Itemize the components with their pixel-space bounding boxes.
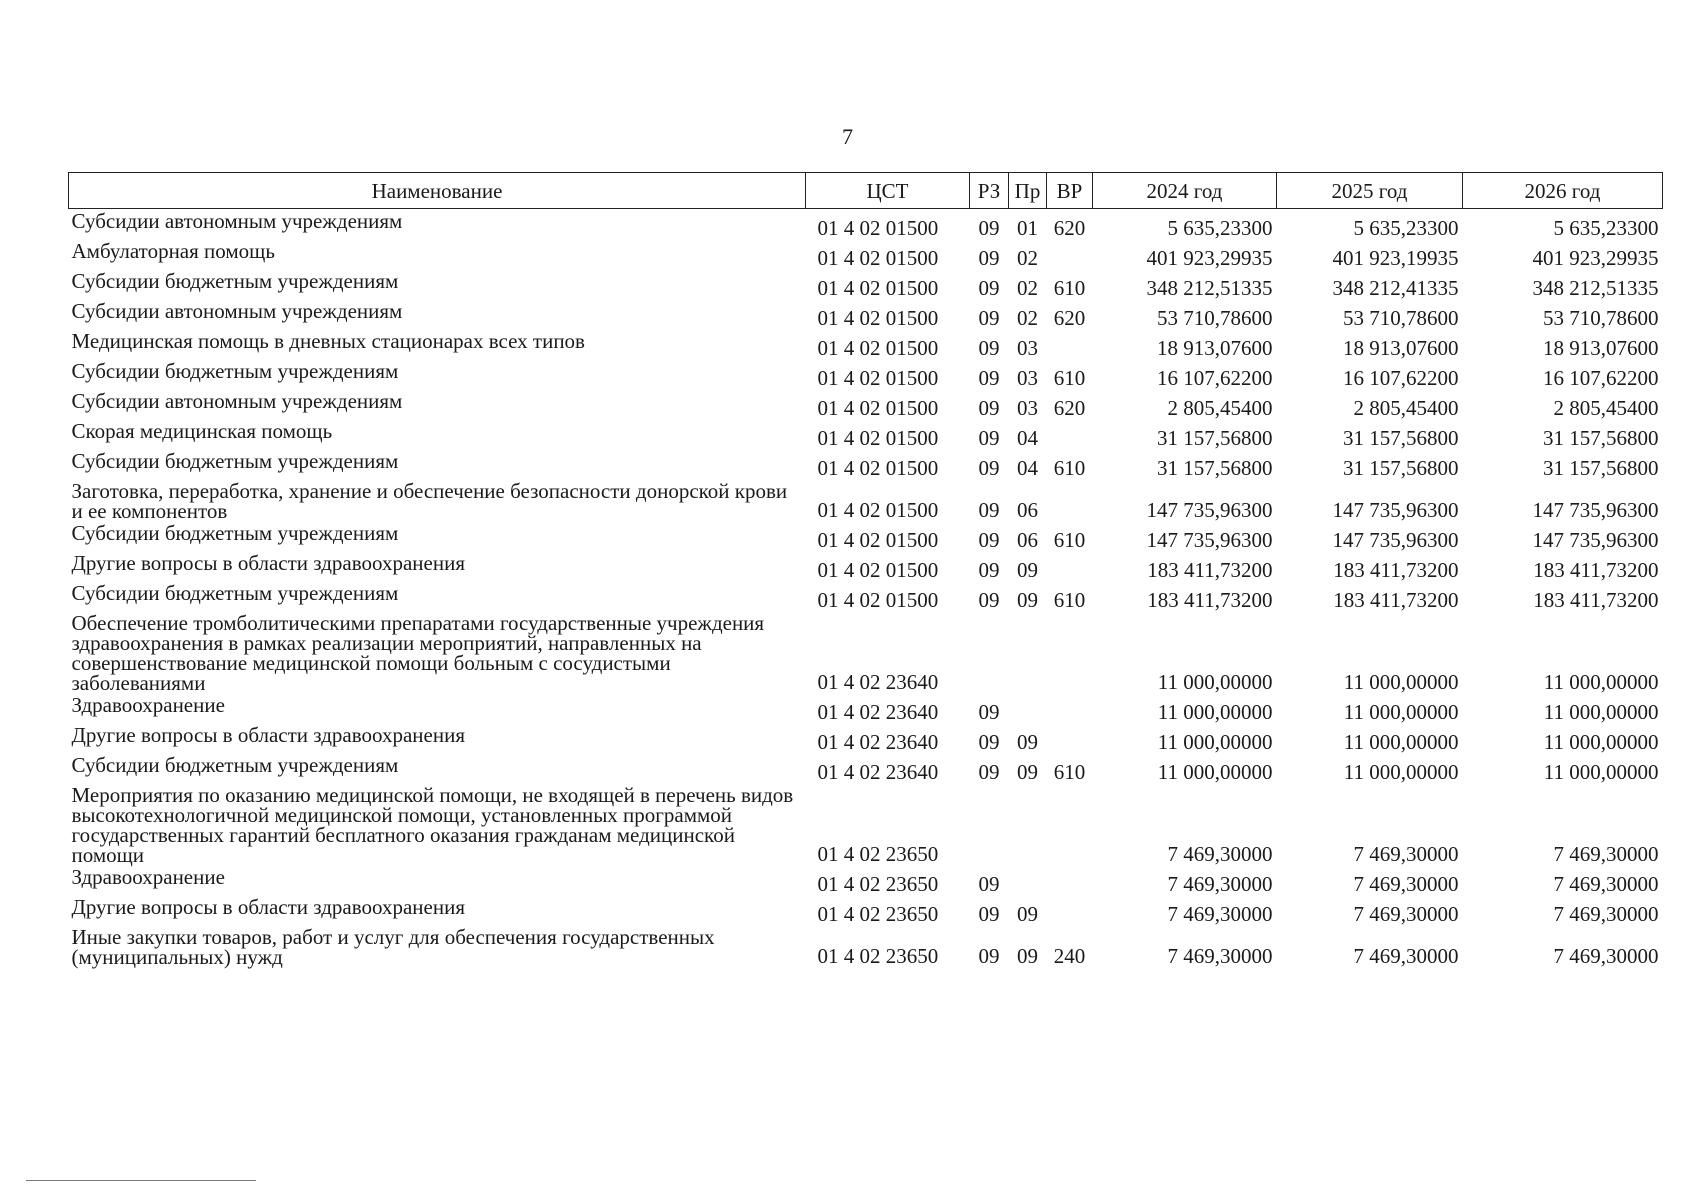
row-rz: 09 bbox=[978, 365, 1000, 390]
header-name: Наименование bbox=[69, 173, 806, 209]
row-vr bbox=[1047, 865, 1093, 895]
row-amount-2024: 7 469,30000 bbox=[1167, 943, 1273, 968]
row-amount-2025: 11 000,00000 bbox=[1343, 699, 1459, 724]
row-amount-2026: 53 710,78600 bbox=[1543, 305, 1659, 330]
row-amount-2026: 18 913,07600 bbox=[1543, 335, 1659, 360]
row-amount-2024: 16 107,62200 bbox=[1157, 365, 1273, 390]
row-name: Амбулаторная помощь bbox=[71, 238, 275, 263]
table-row bbox=[69, 581, 1663, 611]
row-name: Субсидии бюджетным учреждениям bbox=[71, 580, 399, 605]
row-rz: 09 bbox=[978, 557, 1000, 582]
row-amount-2025: 31 157,56800 bbox=[1343, 455, 1459, 480]
row-rz: 09 bbox=[978, 699, 1000, 724]
row-pr: 09 bbox=[1017, 901, 1038, 926]
row-name: Другие вопросы в области здравоохранения bbox=[71, 550, 465, 575]
header-2025: 2025 год bbox=[1277, 173, 1463, 209]
table-row bbox=[69, 783, 1663, 865]
row-amount-2025: 11 000,00000 bbox=[1343, 729, 1459, 754]
row-pr: 09 bbox=[1017, 943, 1038, 968]
row-pr: 02 bbox=[1017, 275, 1038, 300]
row-amount-2025: 147 735,96300 bbox=[1332, 527, 1459, 552]
row-amount-2025: 7 469,30000 bbox=[1353, 841, 1459, 866]
row-amount-2025: 2 805,45400 bbox=[1353, 395, 1459, 420]
row-rz bbox=[970, 783, 1009, 865]
row-amount-2025: 147 735,96300 bbox=[1332, 497, 1459, 522]
row-rz: 09 bbox=[978, 335, 1000, 360]
row-name: Субсидии бюджетным учреждениям bbox=[71, 268, 399, 293]
row-vr: 610 bbox=[1053, 455, 1086, 480]
row-rz: 09 bbox=[978, 425, 1000, 450]
header-2026: 2026 год bbox=[1463, 173, 1663, 209]
row-amount-2024: 11 000,00000 bbox=[1157, 729, 1273, 754]
row-cst: 01 4 02 01500 bbox=[817, 305, 939, 330]
row-vr bbox=[1047, 723, 1093, 753]
row-cst: 01 4 02 23650 bbox=[817, 901, 939, 926]
footer-divider bbox=[26, 1180, 256, 1181]
table-row bbox=[69, 299, 1663, 329]
row-name: Другие вопросы в области здравоохранения bbox=[71, 894, 465, 919]
page-number: 7 bbox=[842, 124, 853, 149]
row-name: Заготовка, переработка, хранение и обеспечение безопасности донорской крови и ее компонентов bbox=[71, 478, 788, 523]
row-cst: 01 4 02 01500 bbox=[817, 365, 939, 390]
row-pr: 09 bbox=[1017, 557, 1038, 582]
row-vr: 610 bbox=[1053, 759, 1086, 784]
table-row bbox=[69, 551, 1663, 581]
row-rz: 09 bbox=[978, 395, 1000, 420]
row-vr: 610 bbox=[1053, 527, 1086, 552]
row-name: Субсидии бюджетным учреждениям bbox=[71, 752, 399, 777]
row-amount-2026: 183 411,73200 bbox=[1533, 587, 1659, 612]
table-row bbox=[69, 925, 1663, 967]
row-vr bbox=[1047, 783, 1093, 865]
header-2024: 2024 год bbox=[1093, 173, 1277, 209]
row-vr bbox=[1047, 329, 1093, 359]
row-amount-2025: 53 710,78600 bbox=[1343, 305, 1459, 330]
row-pr bbox=[1009, 611, 1047, 693]
row-rz: 09 bbox=[978, 215, 1000, 240]
row-amount-2024: 31 157,56800 bbox=[1157, 425, 1273, 450]
row-cst: 01 4 02 01500 bbox=[817, 587, 939, 612]
row-pr: 09 bbox=[1017, 729, 1038, 754]
row-name: Скорая медицинская помощь bbox=[71, 418, 333, 443]
row-rz: 09 bbox=[978, 527, 1000, 552]
row-cst: 01 4 02 23650 bbox=[817, 871, 939, 896]
row-cst: 01 4 02 01500 bbox=[817, 215, 939, 240]
row-amount-2024: 2 805,45400 bbox=[1167, 395, 1273, 420]
row-name: Субсидии автономным учреждениям bbox=[71, 298, 403, 323]
row-vr: 610 bbox=[1053, 587, 1086, 612]
row-amount-2025: 348 212,41335 bbox=[1332, 275, 1459, 300]
table-row bbox=[69, 269, 1663, 299]
row-name: Иные закупки товаров, работ и услуг для обеспечения государственных (муниципальных) нужд bbox=[71, 924, 715, 969]
row-amount-2025: 5 635,23300 bbox=[1353, 215, 1459, 240]
row-pr: 02 bbox=[1017, 305, 1038, 330]
row-amount-2025: 7 469,30000 bbox=[1353, 871, 1459, 896]
row-name: Субсидии бюджетным учреждениям bbox=[71, 520, 399, 545]
row-amount-2026: 5 635,23300 bbox=[1553, 215, 1659, 240]
table-row bbox=[69, 209, 1663, 239]
row-cst: 01 4 02 23640 bbox=[817, 699, 939, 724]
row-name: Медицинская помощь в дневных стационарах всех типов bbox=[71, 328, 585, 353]
row-vr bbox=[1047, 551, 1093, 581]
row-rz: 09 bbox=[978, 759, 1000, 784]
row-name: Здравоохранение bbox=[71, 692, 225, 717]
row-amount-2024: 147 735,96300 bbox=[1146, 497, 1273, 522]
row-name: Мероприятия по оказанию медицинской помощи, не входящей в перечень видов высокотехнологичной медицинской помощи, установленных программой государственных гарантий бесплатного оказания гражданам медицинской помощи bbox=[71, 782, 794, 867]
header-rz: РЗ bbox=[970, 173, 1009, 209]
row-amount-2025: 7 469,30000 bbox=[1353, 943, 1459, 968]
row-vr: 610 bbox=[1053, 365, 1086, 390]
table-row bbox=[69, 895, 1663, 925]
row-amount-2025: 7 469,30000 bbox=[1353, 901, 1459, 926]
row-cst: 01 4 02 23640 bbox=[817, 729, 939, 754]
row-cst: 01 4 02 01500 bbox=[817, 425, 939, 450]
row-amount-2026: 2 805,45400 bbox=[1553, 395, 1659, 420]
row-rz: 09 bbox=[978, 901, 1000, 926]
row-pr: 09 bbox=[1017, 759, 1038, 784]
table-row bbox=[69, 865, 1663, 895]
table-header bbox=[69, 173, 1663, 209]
row-pr bbox=[1009, 693, 1047, 723]
row-name: Субсидии бюджетным учреждениям bbox=[71, 358, 399, 383]
row-amount-2026: 183 411,73200 bbox=[1533, 557, 1659, 582]
row-pr bbox=[1009, 783, 1047, 865]
row-pr: 06 bbox=[1017, 527, 1038, 552]
row-amount-2025: 18 913,07600 bbox=[1343, 335, 1459, 360]
row-amount-2026: 7 469,30000 bbox=[1553, 901, 1659, 926]
row-amount-2024: 18 913,07600 bbox=[1157, 335, 1273, 360]
row-amount-2024: 401 923,29935 bbox=[1146, 245, 1273, 270]
row-amount-2026: 7 469,30000 bbox=[1553, 841, 1659, 866]
table-row bbox=[69, 389, 1663, 419]
row-cst: 01 4 02 23650 bbox=[817, 841, 939, 866]
row-amount-2025: 16 107,62200 bbox=[1343, 365, 1459, 390]
row-rz bbox=[970, 611, 1009, 693]
row-amount-2024: 11 000,00000 bbox=[1157, 759, 1273, 784]
row-vr bbox=[1047, 239, 1093, 269]
table-row bbox=[69, 693, 1663, 723]
row-cst: 01 4 02 01500 bbox=[817, 455, 939, 480]
row-amount-2026: 11 000,00000 bbox=[1543, 699, 1659, 724]
row-amount-2024: 147 735,96300 bbox=[1146, 527, 1273, 552]
row-rz: 09 bbox=[978, 943, 1000, 968]
row-cst: 01 4 02 01500 bbox=[817, 557, 939, 582]
row-cst: 01 4 02 23650 bbox=[817, 943, 939, 968]
row-name: Субсидии бюджетным учреждениям bbox=[71, 448, 399, 473]
row-amount-2025: 183 411,73200 bbox=[1333, 557, 1459, 582]
row-rz: 09 bbox=[978, 587, 1000, 612]
row-vr: 240 bbox=[1053, 943, 1086, 968]
table-body bbox=[69, 209, 1663, 967]
row-vr bbox=[1047, 693, 1093, 723]
row-pr: 04 bbox=[1017, 455, 1038, 480]
row-pr: 03 bbox=[1017, 395, 1038, 420]
row-pr: 04 bbox=[1017, 425, 1038, 450]
row-vr bbox=[1047, 479, 1093, 521]
row-amount-2024: 53 710,78600 bbox=[1157, 305, 1273, 330]
row-amount-2026: 147 735,96300 bbox=[1532, 497, 1659, 522]
row-rz: 09 bbox=[978, 729, 1000, 754]
table-row bbox=[69, 611, 1663, 693]
row-vr: 620 bbox=[1053, 395, 1086, 420]
row-amount-2026: 11 000,00000 bbox=[1543, 669, 1659, 694]
row-amount-2024: 5 635,23300 bbox=[1167, 215, 1273, 240]
row-cst: 01 4 02 01500 bbox=[817, 245, 939, 270]
row-rz: 09 bbox=[978, 497, 1000, 522]
row-name: Субсидии автономным учреждениям bbox=[71, 209, 403, 233]
row-pr bbox=[1009, 865, 1047, 895]
row-amount-2024: 7 469,30000 bbox=[1167, 871, 1273, 896]
row-amount-2024: 183 411,73200 bbox=[1147, 587, 1273, 612]
row-amount-2026: 348 212,51335 bbox=[1532, 275, 1659, 300]
row-amount-2024: 348 212,51335 bbox=[1146, 275, 1273, 300]
row-amount-2024: 31 157,56800 bbox=[1157, 455, 1273, 480]
row-amount-2026: 401 923,29935 bbox=[1532, 245, 1659, 270]
row-amount-2026: 11 000,00000 bbox=[1543, 759, 1659, 784]
row-amount-2024: 183 411,73200 bbox=[1147, 557, 1273, 582]
row-rz: 09 bbox=[978, 455, 1000, 480]
row-cst: 01 4 02 01500 bbox=[817, 527, 939, 552]
table-row bbox=[69, 359, 1663, 389]
row-cst: 01 4 02 23640 bbox=[817, 759, 939, 784]
row-cst: 01 4 02 01500 bbox=[817, 497, 939, 522]
row-amount-2025: 11 000,00000 bbox=[1343, 759, 1459, 784]
row-amount-2026: 31 157,56800 bbox=[1543, 455, 1659, 480]
header-vr: ВР bbox=[1047, 173, 1093, 209]
row-vr: 620 bbox=[1053, 215, 1086, 240]
row-cst: 01 4 02 01500 bbox=[817, 395, 939, 420]
row-vr bbox=[1047, 611, 1093, 693]
row-amount-2026: 7 469,30000 bbox=[1553, 871, 1659, 896]
row-rz: 09 bbox=[978, 245, 1000, 270]
table-row bbox=[69, 723, 1663, 753]
table-row bbox=[69, 521, 1663, 551]
row-amount-2026: 7 469,30000 bbox=[1553, 943, 1659, 968]
row-amount-2025: 183 411,73200 bbox=[1333, 587, 1459, 612]
row-cst: 01 4 02 23640 bbox=[817, 669, 939, 694]
row-vr bbox=[1047, 419, 1093, 449]
row-amount-2026: 31 157,56800 bbox=[1543, 425, 1659, 450]
row-name: Обеспечение тромболитическими препаратами государственные учреждения здравоохранения в рамках реализации мероприятий, направленных на совершенствование медицинской помощи больным с сосудистыми заболеваниями bbox=[71, 610, 765, 695]
row-amount-2025: 31 157,56800 bbox=[1343, 425, 1459, 450]
row-vr: 620 bbox=[1053, 305, 1086, 330]
row-vr: 610 bbox=[1053, 275, 1086, 300]
row-pr: 01 bbox=[1017, 215, 1038, 240]
table-row bbox=[69, 479, 1663, 521]
row-vr bbox=[1047, 895, 1093, 925]
row-amount-2024: 7 469,30000 bbox=[1167, 901, 1273, 926]
table-row bbox=[69, 239, 1663, 269]
row-name: Здравоохранение bbox=[71, 864, 225, 889]
row-cst: 01 4 02 01500 bbox=[817, 275, 939, 300]
row-amount-2024: 11 000,00000 bbox=[1157, 699, 1273, 724]
row-name: Другие вопросы в области здравоохранения bbox=[71, 722, 465, 747]
header-row bbox=[69, 173, 1663, 209]
table-row bbox=[69, 449, 1663, 479]
row-amount-2026: 147 735,96300 bbox=[1532, 527, 1659, 552]
row-pr: 06 bbox=[1017, 497, 1038, 522]
row-amount-2024: 7 469,30000 bbox=[1167, 841, 1273, 866]
table-row bbox=[69, 419, 1663, 449]
row-pr: 09 bbox=[1017, 587, 1038, 612]
row-name: Субсидии автономным учреждениям bbox=[71, 388, 403, 413]
row-amount-2024: 11 000,00000 bbox=[1157, 669, 1273, 694]
row-pr: 02 bbox=[1017, 245, 1038, 270]
header-cst: ЦСТ bbox=[806, 173, 970, 209]
row-amount-2025: 401 923,19935 bbox=[1332, 245, 1459, 270]
row-amount-2025: 11 000,00000 bbox=[1343, 669, 1459, 694]
row-amount-2026: 11 000,00000 bbox=[1543, 729, 1659, 754]
row-pr: 03 bbox=[1017, 335, 1038, 360]
row-amount-2026: 16 107,62200 bbox=[1543, 365, 1659, 390]
row-rz: 09 bbox=[978, 305, 1000, 330]
budget-table bbox=[68, 172, 1663, 967]
row-rz: 09 bbox=[978, 275, 1000, 300]
row-cst: 01 4 02 01500 bbox=[817, 335, 939, 360]
header-pr: Пр bbox=[1009, 173, 1047, 209]
table-row bbox=[69, 329, 1663, 359]
table-row bbox=[69, 753, 1663, 783]
row-rz: 09 bbox=[978, 871, 1000, 896]
row-pr: 03 bbox=[1017, 365, 1038, 390]
